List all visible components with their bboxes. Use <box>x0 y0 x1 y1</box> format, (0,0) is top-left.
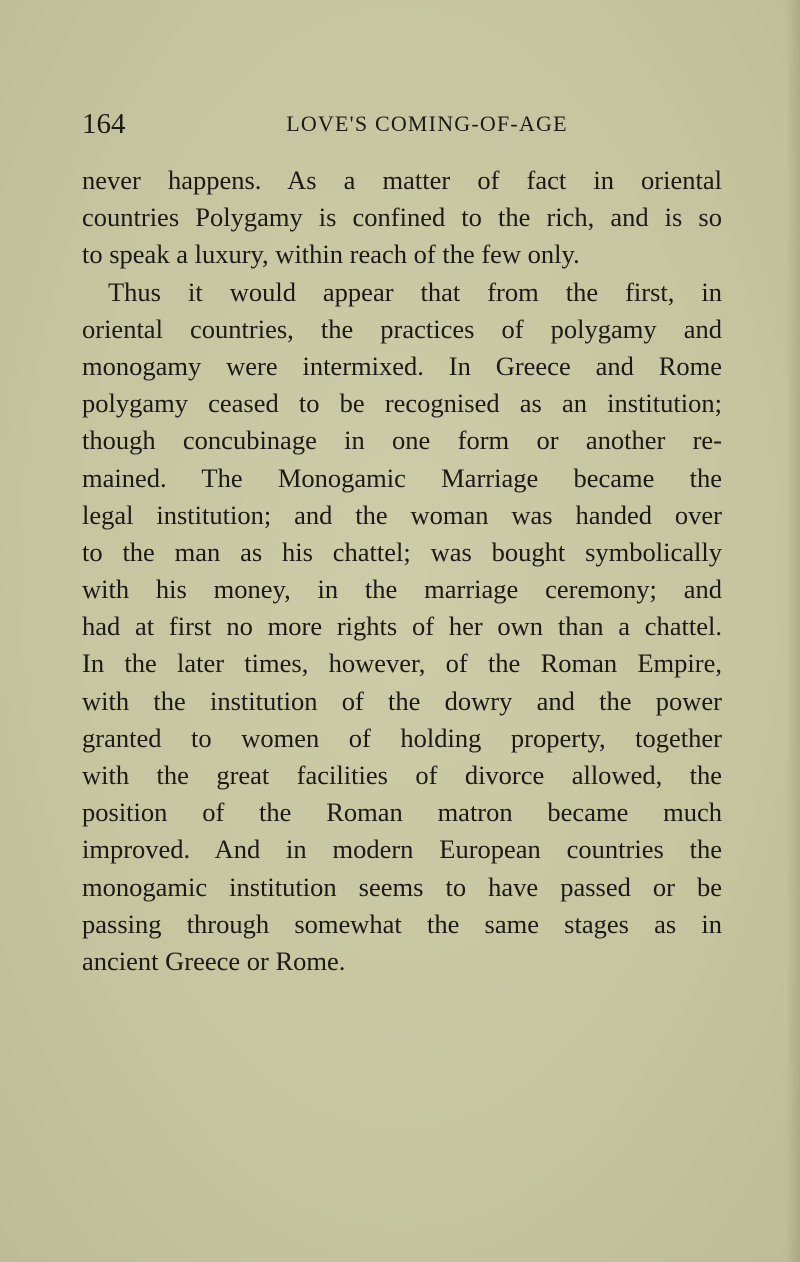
text-line: ancient Greece or Rome. <box>82 945 346 976</box>
text-line: granted to women of holding property, together <box>82 722 722 753</box>
text-line: with his money, in the marriage ceremony; and <box>82 574 722 605</box>
page-number: 164 <box>82 108 126 140</box>
text-line: position of the Roman matron became much <box>82 797 722 828</box>
text-line: monogamic institution seems to have passed or be <box>82 871 722 902</box>
text-line: mained. The Monogamic Marriage became the <box>82 462 722 493</box>
paragraph-first-line: Thus it would appear that from the first, in <box>108 276 722 307</box>
page-header <box>82 106 722 142</box>
text-line: polygamy ceased to be recognised as an institution; <box>82 388 722 419</box>
text-line: oriental countries, the practices of polygamy and <box>82 313 722 344</box>
text-line: with the great facilities of divorce allowed, the <box>82 760 722 790</box>
text-line: though concubinage in one form or another re- <box>82 425 722 456</box>
text-line: to the man as his chattel; was bought symbolically <box>82 536 722 567</box>
page-edge-shadow <box>786 0 800 1262</box>
text-line: In the later times, however, of the Roman Empire, <box>82 648 722 679</box>
text-line: never happens. As a matter of fact in oriental <box>82 165 722 195</box>
text-line: with the institution of the dowry and the power <box>82 685 722 716</box>
text-line: improved. And in modern European countries the <box>82 834 722 865</box>
text-line: legal institution; and the woman was handed over <box>82 499 722 530</box>
text-line: to speak a luxury, within reach of the few only. <box>82 239 580 270</box>
text-line: countries Polygamy is confined to the rich, and is so <box>82 202 722 233</box>
body-text <box>82 162 722 980</box>
text-line: had at first no more rights of her own than a chattel. <box>82 611 722 642</box>
text-line: monogamy were intermixed. In Greece and Rome <box>82 350 722 381</box>
running-head: LOVE'S COMING-OF-AGE <box>286 111 568 136</box>
text-line: passing through somewhat the same stages as in <box>82 908 722 939</box>
